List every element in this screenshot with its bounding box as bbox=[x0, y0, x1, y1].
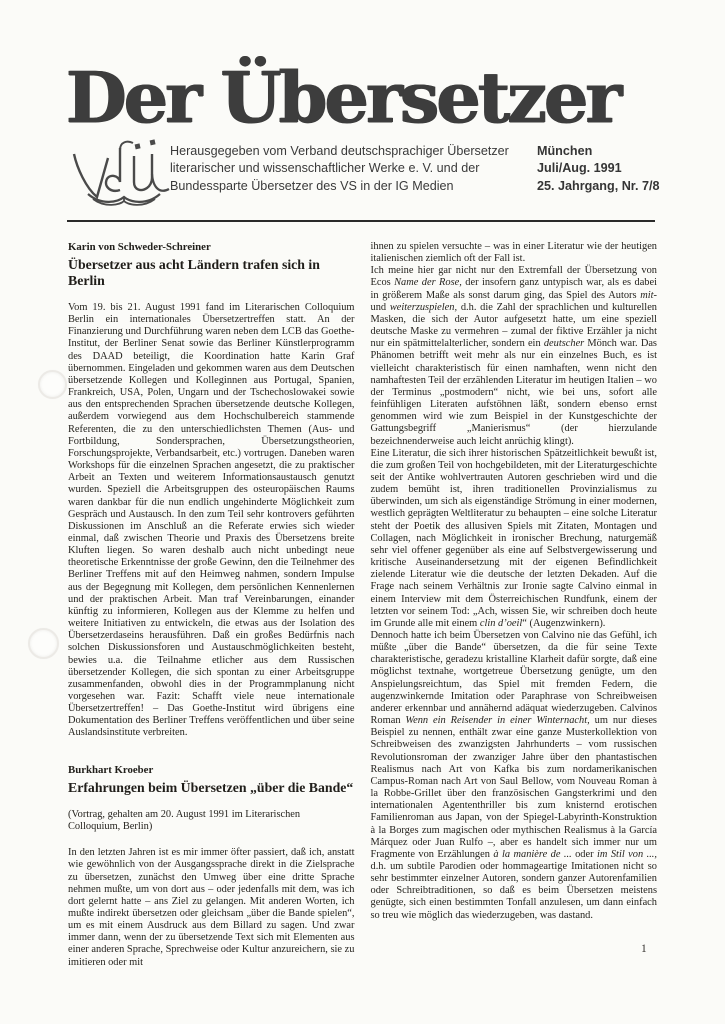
punch-hole-bottom bbox=[28, 628, 59, 659]
issue-date: Juli/Aug. 1991 bbox=[537, 161, 622, 176]
article-2 bbox=[68, 764, 355, 969]
publisher-line: literarischer und wissenschaftlicher Werke e. V. und der bbox=[170, 161, 480, 176]
vdu-monogram-icon bbox=[70, 132, 182, 216]
article-2-paragraph: In den letzten Jahren ist es mir immer öfter passiert, daß ich, anstatt wie gewöhnlich von der Ausgangssprache direkt in die Zielsprache zu übersetzen, zunächst den Umweg über eine dritte Sprache nehmen mußte, um von dort aus – oder jedenfalls mit dem, was ich dort gelernt hatte – ans Ziel zu gelangen. Mit anderen Worten, ich mußte indirekt übersetzen oder gleichsam „über die Bande spielen“, um es mit einem Ausdruck aus dem Billard zu sagen. Und zwar immer dann, wenn der zu übersetzende Text sich mit Elementen aus einer anderen Sprache, Sprechweise oder Kultur anzureichern, sie zu imitieren oder mit bbox=[68, 847, 355, 968]
article-1 bbox=[68, 241, 355, 740]
page-number: 1 bbox=[641, 943, 647, 955]
issue-info bbox=[537, 143, 660, 195]
publisher-info bbox=[170, 143, 509, 195]
issue-city: München bbox=[537, 144, 593, 158]
paragraph: Eine Literatur, die sich ihrer historischen Spätzeitlichkeit bewußt ist, die zum großen Teil von hochgebildeten, mit der Literaturgeschichte seit der Antike wohlvertrauten Autoren geschrieben wird und die zudem bemüht ist, ihren traditionellen Provinzialismus zu überwinden, um sich als eigenständige Strömung in einer modernen, westlich geprägten Weltliteratur zu behaupten – eine solche Literatur steht der Poetik des allusiven Spiels mit Zitaten, Montagen und Collagen, nach Möglichkeit in ironischer Brechung, naturgemäß sehr viel offener gegenüber als eine auf Selbstvergewisserung und kritische Auseinandersetzung mit der eigenen Befindlichkeit zielende Literatur wie die deutsche der letzten Dekaden. Auf die Frage nach seinem Verhältnis zur Ironie sagte Calvino einmal in einem Interview mit dem Österreichischen Rundfunk, einem der letzten vor seinem Tod: „Ach, wissen Sie, wir schreiben doch heute im Grunde alle mit einem clin d’oeil“ (Augenzwinkern). bbox=[370, 447, 657, 629]
paragraph: ihnen zu spielen versuchte – was in einer Literatur wie der heutigen italienischen ziemlich oft der Fall ist. bbox=[370, 241, 657, 265]
article-1-title: Übersetzer aus acht Ländern trafen sich in Berlin bbox=[68, 257, 320, 288]
right-column bbox=[371, 241, 658, 969]
punch-hole-top bbox=[38, 370, 67, 399]
issue-volume: 25. Jahrgang, Nr. 7/8 bbox=[537, 178, 660, 193]
publisher-line: Bundessparte Übersetzer des VS in der IG Medien bbox=[170, 178, 454, 193]
left-column bbox=[68, 241, 355, 969]
paragraph: Dennoch hatte ich beim Übersetzen von Calvino nie das Gefühl, ich müßte „über die Bande“ übersetzen, da die für seine Texte charakteristische, geradezu kristalline Klarheit dafür sorgte, daß eine möglichst textnahe, wortgetreue Übersetzung genügte, um den Anspielungsreichtum, das Spiel mit fremden Federn, die augenzwinkernde Imitation oder Paraphrase von Schreibweisen anderer erkennbar und annähernd adäquat wiederzugeben. Calvinos Roman Wenn ein Reisender in einer Winternacht, um nur dieses Beispiel zu nennen, enthält zwar eine ganze Musterkollektion von Schreibweisen des zwanzigsten Jahrhunderts – vom russischen Revolutionsroman der zwanziger Jahre über den phantastischen Realismus nach Art von Kafka bis zum nordamerikanischen Campus-Roman nach Art von Saul Bellow, vom Nouveau Roman à la Robbe-Grillet über den französischen Gangsterkrimi und den internationalen Agententhriller bis zum knisternd erotischen Familienroman aus Japan, von der Spiegel-Labyrinth-Konstruktion à la Borges zum magischen oder mythischen Realismus à la García Márquez oder Juan Rulfo –, aber es handelt sich immer nur um Fragmente von Erzählungen à la manière de ... oder im Stil von ..., d.h. um subtile Parodien oder hommageartige Imitationen nicht so sehr bestimmter einzelner Autoren, sondern ganzer Autorenfamilien oder Schreibtraditionen, so daß es beim Übersetzen meistens genügte, sich einen bestimmten Tonfall anzulesen, um dann einfach so treu wie möglich das wiederzugeben, was dastand. bbox=[370, 630, 657, 921]
newsletter-title: Der Übersetzer bbox=[66, 56, 620, 139]
article-1-paragraph: Vom 19. bis 21. August 1991 fand im Literarischen Colloquium Berlin ein internationales Übersetzertreffen statt. An der Finanzierung und Durchführung waren neben dem LCB das Goethe-Institut, der Berliner Senat sowie das Berliner Künstlerprogramm des DAAD beteiligt, die Koordination hatte Karin Graf übernommen. Eingeladen und gekommen waren aus dem Deutschen übersetzende Kollegen und Kolleginnen aus Portugal, Spanien, Frankreich, USA, Polen, Ungarn und der Tschechoslowakei sowie aus den entsprechenden Sprachen übersetzende deutsche Kollegen, außerdem vorwiegend aus dem Hochschulbereich stammende Referenten, die zu den unterschiedlichsten Themen (Aus- und Fortbildung, Sondersprachen, Übersetzungstheorien, Forschungsprojekte, Verbandsarbeit, etc.) vortrugen. Daneben waren Workshops für die einzelnen Sprachen angesetzt, die zu praktischer Arbeit an Texten und weiterem Informationsaustausch genutzt wurden. Speziell die Arbeitsgruppen des osteuropäischen Raums waren dankbar für die nun endlich ungehinderte Möglichkeit zum Gespräch und Austausch. In den zum Teil sehr kontrovers geführten Diskussionen im Anschluß an die Referate erwies sich wieder einmal, daß zwischen Theorie und Praxis des Übersetzens breite Kluften liegen. So waren deshalb auch nicht unbedingt neue theoretische Erkenntnisse der große Gewinn, den die Teilnehmer des Berliner Treffens mit auf den Heimweg nahmen, sondern Impulse aus der Begegnung mit Kollegen, dem persönlichen Kennenlernen und der praktischen Arbeit. Man traf Vereinbarungen, einander künftig zu informieren, Kollegen aus der Klemme zu helfen und weitere Initiativen zu entwickeln, die etwas aus der Isolation des Übersetzerdaseins herausführen. Daß ein großes Bedürfnis nach solchen Diskussionsforen und Austauschmöglichkeiten besteht, bewies u.a. die Teilnahme etlicher aus dem Russischen übersetzender Kollegen, die sich spontan zu einer Arbeitsgruppe zusammenfanden, obwohl dies in der Programmplanung nicht vorgesehen war. Fazit: Schafft viele neue internationale Übersetzertreffen! – Das Goethe-Institut wird übrigens eine Dokumentation des Berliner Treffens veröffentlichen und über seine Auslandsinstitute verbreiten. bbox=[68, 302, 355, 739]
article-2-subtitle: (Vortrag, gehalten am 20. August 1991 im Literarischen Colloquium, Berlin) bbox=[68, 808, 301, 833]
article-2-title: Erfahrungen beim Übersetzen „über die Bande“ bbox=[68, 779, 354, 795]
publisher-line: Herausgegeben vom Verband deutschsprachiger Übersetzer bbox=[170, 144, 509, 158]
paragraph: Ich meine hier gar nicht nur den Extremfall der Übersetzung von Ecos Name der Rose, der insofern ganz untypisch war, als es dabei in größerem Maße als sonst darum ging, das Spiel des Autors mit- und weiterzuspielen, d.h. die Zahl der sprachlichen und kulturellen Masken, die sich der Autor aufgesetzt hatte, um eine speziell deutsche Maske zu vermehren – zumal der fiktive Erzähler ja nicht nur ein spätmittelalterlicher, sondern ein deutscher Mönch war. Das Phänomen betrifft weit mehr als nur ein einzelnes Buch, es ist vielleicht charakteristisch für einen namhaften, wenn nicht den namhaftesten Teil der erzählenden Literatur im heutigen Italien – wo der Terminus „postmodern“ nicht, wie bei uns, sofort alle feinfühligen Literaten aufstöhnen läßt, sondern ebenso ernst genommen wird wie zum Beispiel in der Kunstgeschichte der Gattungsbegriff „Manierismus“ (der hierzulande bezeichnenderweise auch leicht anrüchig klingt). bbox=[370, 265, 658, 447]
article-2-author: Burkhart Kroeber bbox=[68, 763, 154, 776]
article-1-author: Karin von Schweder-Schreiner bbox=[68, 241, 211, 253]
article-body bbox=[68, 241, 657, 969]
header-rule bbox=[67, 220, 655, 222]
